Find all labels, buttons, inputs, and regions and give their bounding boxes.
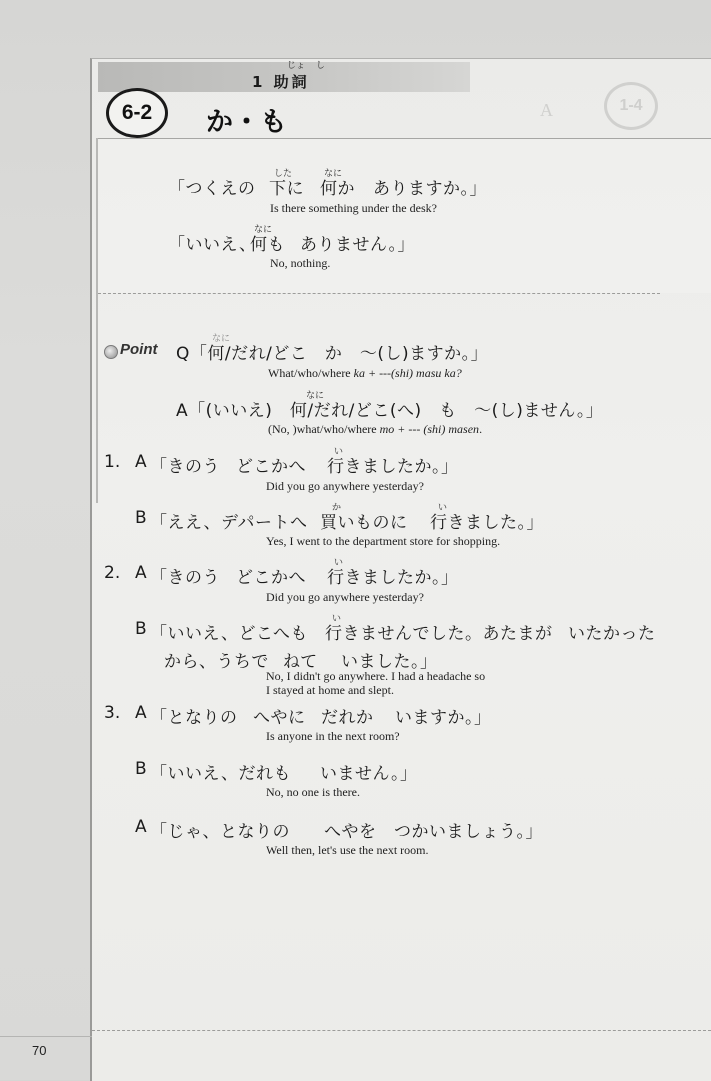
intro-q-part-2: 下に — [269, 179, 304, 199]
section-furigana-2: し — [316, 61, 326, 71]
example-2-b-cont-3: いました。」 — [341, 652, 438, 672]
point-bullet-icon — [104, 345, 118, 359]
intro-a-part-3: ありません。」 — [300, 235, 416, 255]
intro-q-part-3: 何か — [320, 179, 355, 199]
example-3-a-part-3: だれか — [321, 708, 374, 728]
point-q-en-plain: What/who/where — [268, 366, 354, 380]
intro-a-part-1: 「いいえ、 — [168, 235, 257, 255]
example-2-b-translation-2: I stayed at home and slept. — [266, 683, 394, 697]
example-3-a-part-1: 「となりの — [150, 708, 238, 728]
example-3-a-translation: Is anyone in the next room? — [266, 729, 400, 743]
example-2-a-speaker: A — [135, 563, 148, 583]
example-1-number: 1. — [104, 452, 121, 472]
footer-rule — [0, 1036, 92, 1037]
example-3-a-part-2: へやに — [253, 708, 306, 728]
footer-divider — [92, 1030, 711, 1031]
point-a-translation — [268, 422, 482, 437]
example-3-b-speaker: B — [135, 759, 148, 779]
example-3-a-speaker: A — [135, 703, 148, 723]
example-2-b-speaker: B — [135, 619, 148, 639]
example-2-a-translation: Did you go anywhere yesterday? — [266, 590, 424, 604]
point-label: Point — [120, 341, 158, 358]
example-3-c-part-2: へやを — [324, 822, 377, 842]
intro-q-part-1: 「つくえの — [168, 179, 256, 199]
point-q-en-italic: ka + ---(shi) masu ka? — [353, 366, 462, 380]
intro-furigana-nani: なに — [324, 169, 343, 179]
example-2-b-translation: No, I didn't go anywhere. I had a headache so — [266, 669, 486, 683]
example-1-a-part-1: 「きのう — [150, 457, 220, 477]
intro-a-furigana: なに — [254, 225, 273, 235]
example-1-b-furigana-2: い — [438, 503, 448, 513]
example-3-c-translation: Well then, let's use the next room. — [266, 843, 429, 857]
intro-furigana-shita: した — [274, 169, 293, 179]
example-1-a-translation: Did you go anywhere yesterday? — [266, 479, 424, 493]
example-1-a-part-3: 行きましたか。」 — [327, 457, 459, 477]
example-2-a-part-2: どこかへ — [236, 568, 306, 588]
section-divider — [98, 293, 660, 294]
example-2-number: 2. — [104, 563, 121, 583]
section-furigana-1: じょ — [287, 61, 306, 71]
example-1-a-furigana: い — [334, 447, 344, 457]
example-2-b-part-2: 行きませんでした。あたまが — [325, 624, 553, 644]
page-number: 70 — [32, 1043, 47, 1058]
example-1-b-part-3: 行きました。」 — [430, 513, 544, 533]
point-q-furigana: なに — [212, 334, 231, 344]
example-1-a-speaker: A — [135, 452, 148, 472]
example-2-b-furigana: い — [332, 614, 342, 624]
intro-a-part-2: 何も — [250, 235, 285, 255]
example-2-b-cont-2: ねて — [283, 652, 318, 672]
lesson-title: か・も — [206, 107, 287, 138]
example-3-a-part-4: いますか。」 — [395, 708, 492, 728]
example-3-c-part-1: 「じゃ、となりの — [150, 822, 290, 842]
example-1-a-part-2: どこかへ — [236, 457, 306, 477]
example-3-b-part-1: 「いいえ、だれも — [150, 764, 292, 784]
point-q-translation — [268, 366, 462, 381]
point-answer: A「(いいえ) 何/だれ/どこ(へ) も ～(し)ません。」 — [176, 401, 604, 421]
example-3-number: 3. — [104, 703, 121, 723]
point-question: Q「何/だれ/どこ か ～(し)ますか。」 — [176, 344, 489, 364]
example-1-b-speaker: B — [135, 508, 148, 528]
example-1-b-furigana-1: か — [332, 503, 342, 513]
example-1-b-part-2: 買いものに — [320, 513, 408, 533]
example-1-b-part-1: 「ええ、デパートへ — [150, 513, 308, 533]
lesson-badge: 6-2 — [106, 88, 168, 138]
left-margin-rule — [96, 138, 98, 503]
point-a-en-plain: (No, )what/who/where — [268, 422, 380, 436]
example-3-c-speaker: A — [135, 817, 148, 837]
example-3-b-translation: No, no one is there. — [266, 785, 360, 799]
intro-q-part-4: ありますか。」 — [373, 179, 487, 199]
bleed-through-badge: 1-4 — [604, 82, 658, 130]
example-1-b-translation: Yes, I went to the department store for shopping. — [266, 534, 501, 548]
example-2-b-cont-1: から、うちで — [164, 652, 269, 672]
point-a-furigana: なに — [306, 391, 325, 401]
example-2-a-part-3: 行きましたか。」 — [327, 568, 459, 588]
example-3-c-part-3: つかいましょう。」 — [394, 822, 543, 842]
intro-q-translation: Is there something under the desk? — [270, 201, 437, 215]
bleed-through-mark: A — [540, 100, 553, 120]
point-a-en-italic: mo + --- (shi) masen — [379, 422, 480, 436]
section-label: 1 助詞 — [252, 73, 310, 91]
example-2-b-part-1: 「いいえ、どこへも — [150, 624, 308, 644]
example-2-a-furigana: い — [334, 558, 344, 568]
point-a-en-period: . — [479, 422, 483, 436]
example-2-b-part-3: いたかった — [568, 624, 656, 644]
example-3-b-part-2: いません。」 — [320, 764, 418, 784]
header-divider — [98, 138, 711, 139]
example-2-a-part-1: 「きのう — [150, 568, 220, 588]
intro-a-translation: No, nothing. — [270, 256, 331, 270]
